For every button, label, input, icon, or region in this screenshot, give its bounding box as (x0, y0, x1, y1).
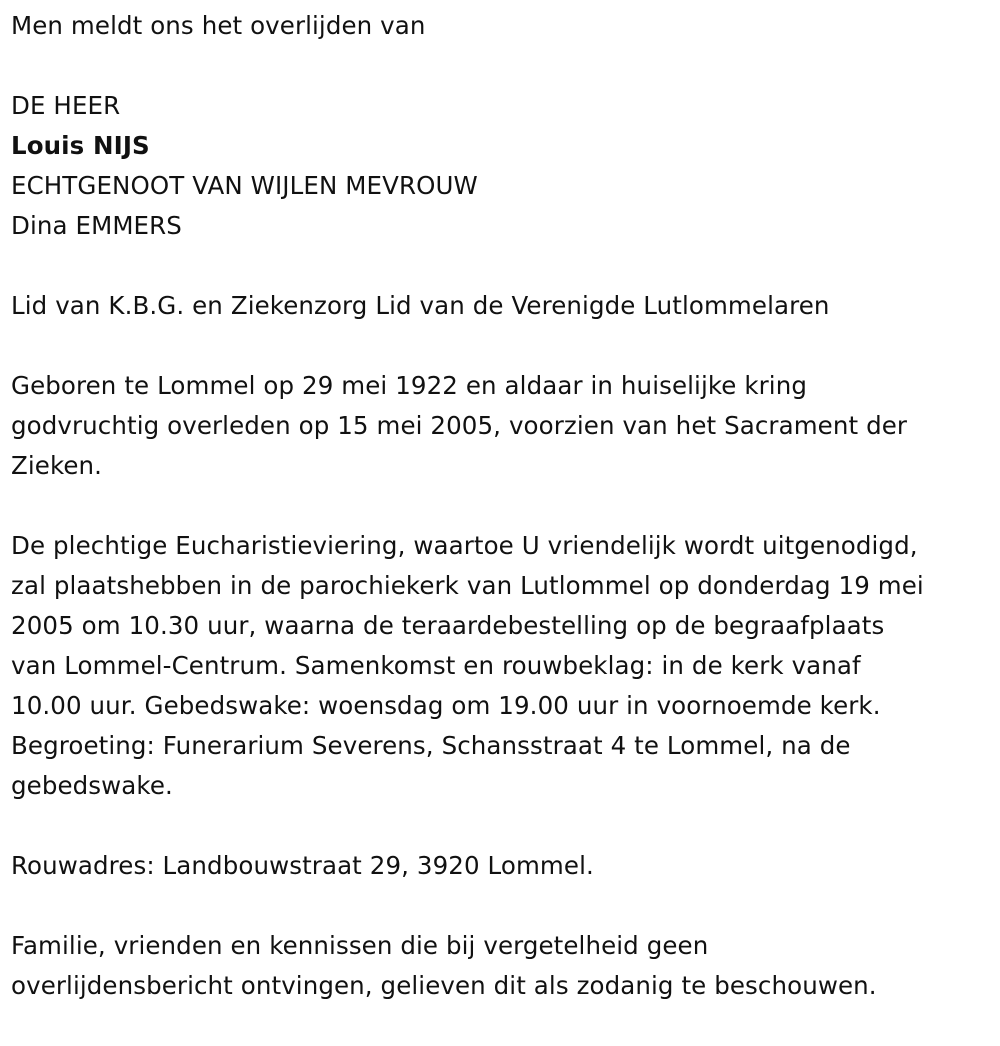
ceremony-line: gebedswake. (11, 771, 173, 800)
ceremony-line: 10.00 uur. Gebedswake: woensdag om 19.00 uur in voornoemde kerk. (11, 691, 881, 720)
closing-line: overlijdensbericht ontvingen, gelieven dit als zodanig te beschouwen. (11, 971, 877, 1000)
spouse-relation: ECHTGENOOT VAN WIJLEN MEVROUW (11, 171, 478, 200)
spacer (11, 246, 991, 286)
spacer (11, 486, 991, 526)
spacer (11, 326, 991, 366)
closing-paragraph (11, 926, 991, 1006)
deceased-name: Louis NIJS (11, 131, 150, 160)
ceremony-line: zal plaatshebben in de parochiekerk van Lutlommel op donderdag 19 mei (11, 571, 924, 600)
spacer (11, 46, 991, 86)
title-prefix: DE HEER (11, 91, 121, 120)
ceremony-line: Begroeting: Funerarium Severens, Schansstraat 4 te Lommel, na de (11, 731, 851, 760)
spouse-name: Dina EMMERS (11, 211, 182, 240)
birth-death-line: godvruchtig overleden op 15 mei 2005, voorzien van het Sacrament der (11, 411, 908, 440)
ceremony-line: van Lommel-Centrum. Samenkomst en rouwbeklag: in de kerk vanaf (11, 651, 861, 680)
ceremony-line: 2005 om 10.30 uur, waarna de teraardebestelling op de begraafplaats (11, 611, 885, 640)
spacer (11, 806, 991, 846)
obituary-notice (11, 6, 991, 1006)
memberships-text: Lid van K.B.G. en Ziekenzorg Lid van de Verenigde Lutlommelaren (11, 291, 830, 320)
birth-death-paragraph (11, 366, 991, 486)
intro-text: Men meldt ons het overlijden van (11, 11, 426, 40)
spacer (11, 886, 991, 926)
birth-death-line: Geboren te Lommel op 29 mei 1922 en aldaar in huiselijke kring (11, 371, 807, 400)
ceremony-line: De plechtige Eucharistieviering, waartoe U vriendelijk wordt uitgenodigd, (11, 531, 918, 560)
mourning-address: Rouwadres: Landbouwstraat 29, 3920 Lommel. (11, 851, 594, 880)
ceremony-paragraph (11, 526, 991, 806)
birth-death-line: Zieken. (11, 451, 103, 480)
closing-line: Familie, vrienden en kennissen die bij vergetelheid geen (11, 931, 709, 960)
